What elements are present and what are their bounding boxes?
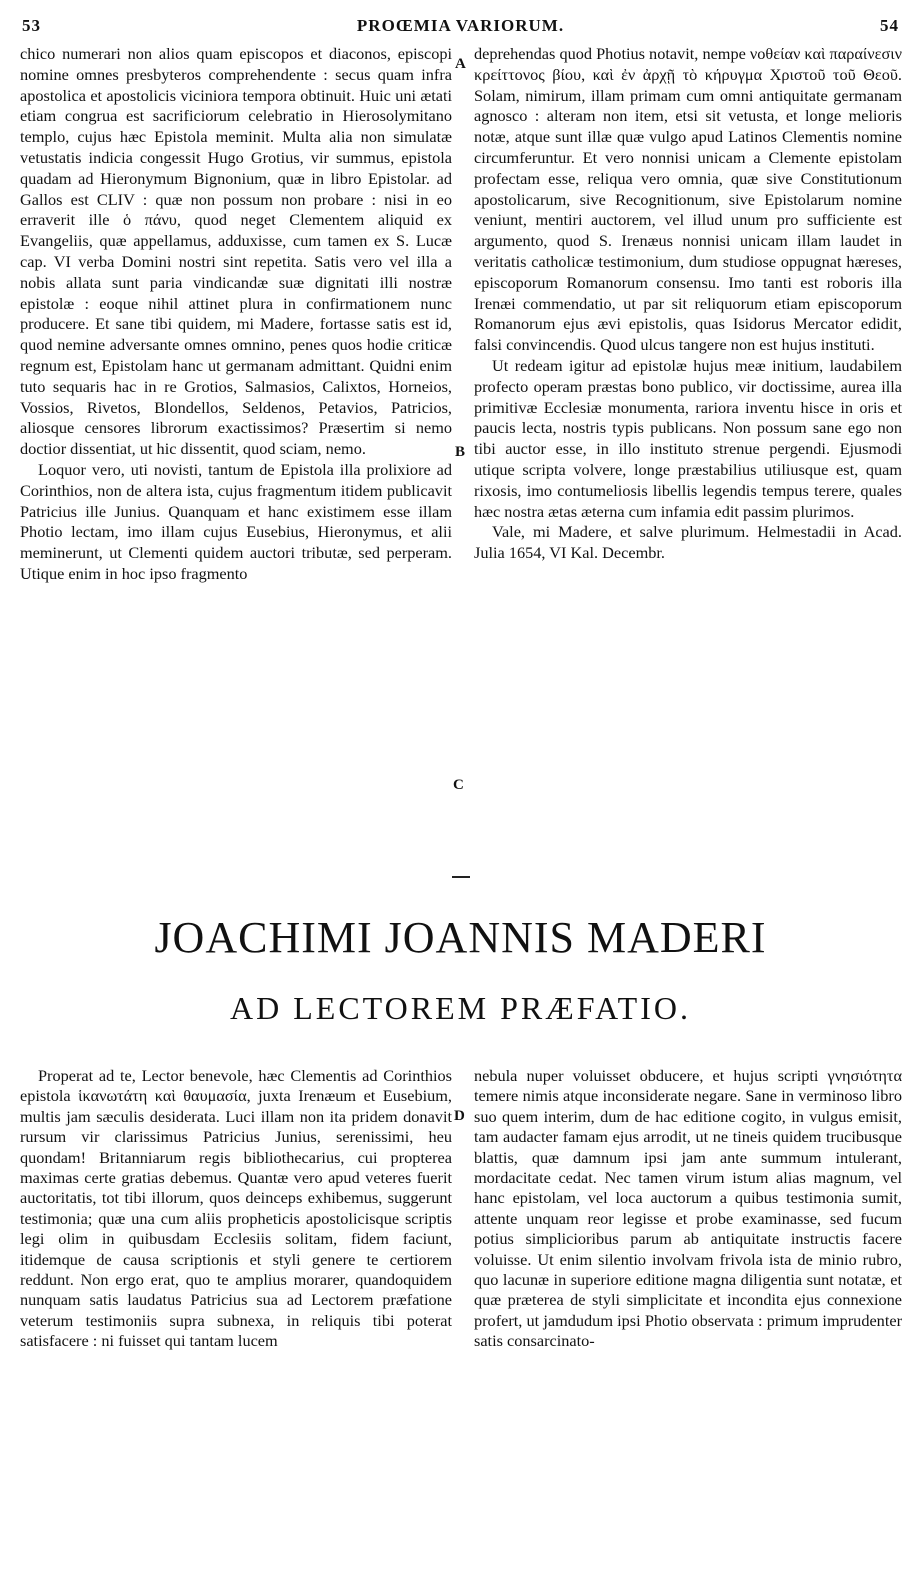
paragraph: chico numerari non alios quam episcopos et diaconos, episcopi nomine omnes presbyteros comprehendente : secus quam infra apostolica et apostolicis viciniora tempora obtinuit. Huic uni ætati etiam congrua est sacrificiorum celebratio in Hierosolymitano templo, cujus hæc Epistola meminit. Multa alia non simulatæ vetustatis indicia congessit Hugo Grotius, vir summus, epistola quadam ad Hieronymum Bignonium, quæ in libro Epistolar. ad Gallos est CLIV : quæ non possum non probare : nisi in eo erraverit ille ὁ πάνυ, quod neget Clementem aliquid ex Evangeliis, quæ appellamus, adduxisse, cum tamen ex S. Lucæ cap. VI verba Domini nostri sint repetita. Satis vero vel illa a nobis allata sunt paria vindicandæ suæ dignitati illi nostræ epistolæ : eoque nihil attinet plura in confirmationem nunc producere. Et sane tibi quidem, mi Madere, fortasse satis est id, quod nemine adversante omnes omnino, penes quos hodie criticæ regnum est, Epistolam hanc ut germanam admittant. Quidni enim tuto sequaris hac in re Grotios, Salmasios, Calixtos, Horneios, Vossios, Rivetos, Blondellos, Seldenos, Petavios, Patricios, aliosque censores librorum exactissimos? Præsertim si nemo doctior dissentiat, ut hic dissentit, quod sciam, nemo.	[20, 44, 452, 459]
margin-marker-c: C	[453, 777, 464, 793]
page-number-left: 53	[22, 16, 41, 35]
section-divider	[452, 876, 470, 878]
margin-marker-b: B	[455, 444, 466, 460]
paragraph: Properat ad te, Lector benevole, hæc Clementis ad Corinthios epistola ἱκανωτάτη καὶ θαυμασία, juxta Irenæum et Eusebium, multis jam sæculis desiderata. Luci illam non ita pridem donavit rursum vir clarissimus Patricius Junius, serenissimi, heu quondam! Britanniarum regis bibliothecarius, cui propterea maximas certe gratias debemus. Quantæ vero apud veteres fuerit auctoritatis, tot tibi illorum, quos deinceps exhibemus, suggerunt testimonia; quæ una cum aliis propheticis apostolicisque scriptis legi olim in quibusdam Ecclesiis solitam, fidem faciunt, itidemque de causa scriptionis et styli genere te certiorem reddunt. Non ergo erat, quo te amplius morarer, quandoquidem nunquam satis laudatus Patricius sua ad Lectorem præfatione veterum testimoniis supra subnexa, in reliquis tibi poterat satisfacere : ni fuisset qui tantam lucem	[20, 1066, 452, 1351]
paragraph: Ut redeam igitur ad epistolæ hujus meæ initium, laudabilem profecto operam præstas bono publico, vir doctissime, aurea illa primitivæ Ecclesiæ monumenta, rariora inventu hisce in oris et paucis lecta, nostris typis publicans. Non possum sane ego non tibi auctor esse, in illo instituto strenue pergendi. Ejusmodi utique scripta volvere, longe præstabilius utiliusque est, quam rixosis, imo contumeliosis libellis legendis tempus terere, quales hæc nostra ætas æterna cum infamia edit passim plurimos.	[474, 355, 902, 521]
section-subtitle: AD LECTOREM PRÆFATIO.	[230, 990, 691, 1026]
page-number-right: 54	[880, 16, 899, 35]
running-header	[22, 16, 899, 40]
paragraph: deprehendas quod Photius notavit, nempe νοθείαν καὶ παραίνεσιν κρείττονος βίου, καὶ ἐν ἀρχῇ τὸ κήρυγμα Χριστοῦ τοῦ Θεοῦ. Solam, nimirum, illam primam cum omni antiquitate germanam agnosco : alteram non item, etsi sit vetusta, et longe melioris notæ, atque sunt illæ quæ vulgo apud Latinos Clementis nomine circumferuntur. Et vero nonnisi unicam a Clemente epistolam profectam esse, reliqua vero omnia, quæ sive Constitutionum apostolicarum, sive Recognitionum, sive Epistolarum nomine veniunt, mentiri auctorem, vel illud unum pro sufficiente est argumento, quod S. Irenæus nonnisi unicam illam laudet in veritatis catholicæ testimonium, dum studiose oppugnat hæreses, episcoporum Romanorum consensu. Imo tanti est roboris illa Irenæi commendatio, ut par sit reliquorum etiam episcoporum Romanorum ejus ævi epistolis, quas Isidorus Mercator edidit, falsi convincendis. Quod ulcus tangere non est hujus instituti.	[474, 44, 902, 355]
margin-marker-a: A	[455, 56, 466, 72]
paragraph: Loquor vero, uti novisti, tantum de Epistola illa prolixiore ad Corinthios, non de altera ista, cujus fragmentum itidem publicavit Patricius ille Junius. Quanquam et hanc existimem esse illam Photio lectam, imo illam cujus Eusebius, Hieronymus, et alii meminerunt, ut Clementi quidem auctori tributæ, sed perperam. Utique enim in hoc ipso fragmento	[20, 459, 452, 583]
upper-left-column	[20, 44, 452, 585]
closing-signature: Vale, mi Madere, et salve plurimum. Helmestadii in Acad. Julia 1654, VI Kal. Decembr.	[474, 522, 902, 563]
lower-right-column	[474, 1066, 902, 1352]
section-title: JOACHIMI JOANNIS MADERI	[154, 913, 767, 962]
running-title: PROŒMIA VARIORUM.	[356, 16, 565, 35]
paragraph: nebula nuper voluisset obducere, et hujus scripti γνησιότητα temere nimis atque inconsiderate negare. Sane in verminoso libro suo quem interim, dum de hac editione cogito, in vulgus emisit, tam audacter famam ejus arrodit, ut ne tineis quidem trucibusque blattis, quæ damnum ipsi jam ante summum intulerant, mordacitate cedat. Nec tamen virum istum alias magnum, vel hanc epistolam, vel loca auctorum a quibus testimonia sumit, attente unquam reor legisse et probe examinasse, sed fucum potius simplicioribus parum ab antiquitate instructis facere voluisse. Ut enim silentio involvam frivola ista de minio rubro, quo lacunæ in superiore editione magna diligentia sunt notatæ, et quæ præterea de styli simplicitate et incondita ejus connexione profert, ut jamdudum ipsi Photio observata : primum imprudenter satis consarcinato-	[474, 1066, 902, 1351]
lower-left-column	[20, 1066, 452, 1352]
margin-marker-d: D	[454, 1108, 465, 1124]
upper-right-column	[474, 44, 902, 564]
